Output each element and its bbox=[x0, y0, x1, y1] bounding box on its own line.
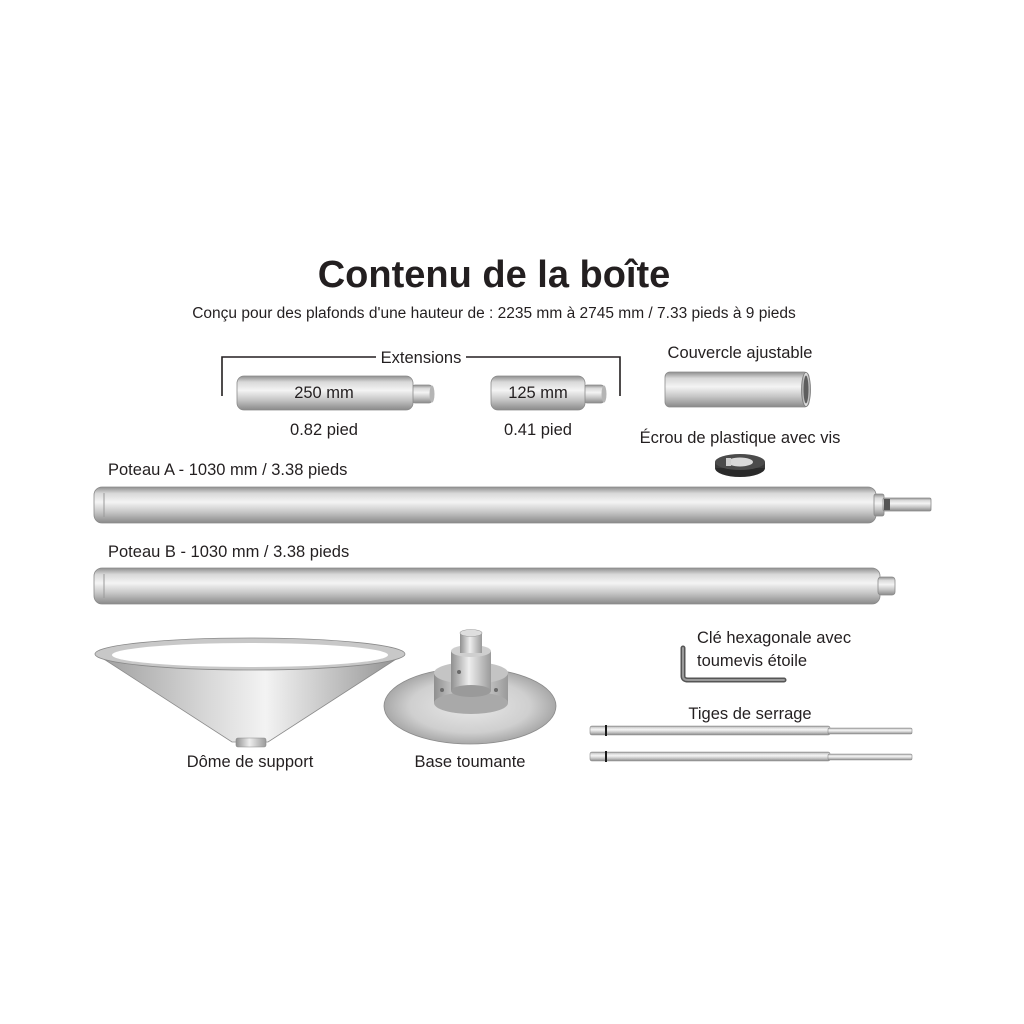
rotating-base bbox=[384, 630, 556, 745]
extension-125-feet: 0.41 pied bbox=[504, 421, 572, 439]
extensions-label: Extensions bbox=[380, 349, 462, 367]
wrench-label-line1: Clé hexagonale avec bbox=[697, 629, 852, 647]
pole-b-label: Poteau B - 1030 mm / 3.38 pieds bbox=[108, 543, 350, 561]
plastic-nut bbox=[715, 454, 765, 477]
cover-label: Couvercle ajustable bbox=[667, 344, 813, 362]
adjustable-cover bbox=[665, 372, 811, 407]
rods-label: Tiges de serrage bbox=[688, 705, 812, 723]
support-dome bbox=[95, 638, 405, 747]
tightening-rod-1 bbox=[590, 725, 912, 736]
extension-250-length: 250 mm bbox=[294, 384, 354, 402]
base-label: Base toumante bbox=[414, 753, 526, 771]
pole-a-label: Poteau A - 1030 mm / 3.38 pieds bbox=[108, 461, 348, 479]
dome-label: Dôme de support bbox=[186, 753, 314, 771]
wrench-label-line2: toumevis étoile bbox=[697, 652, 808, 670]
page-subtitle: Conçu pour des plafonds d'une hauteur de : 2235 mm à 2745 mm / 7.33 pieds à 9 pieds bbox=[192, 305, 796, 322]
extension-250-feet: 0.82 pied bbox=[290, 421, 358, 439]
pole-b bbox=[94, 568, 895, 604]
tightening-rod-2 bbox=[590, 751, 912, 762]
pole-a bbox=[94, 487, 931, 523]
extension-125-length: 125 mm bbox=[508, 384, 568, 402]
nut-label: Écrou de plastique avec vis bbox=[639, 429, 841, 447]
page-title: Contenu de la boîte bbox=[317, 254, 671, 296]
